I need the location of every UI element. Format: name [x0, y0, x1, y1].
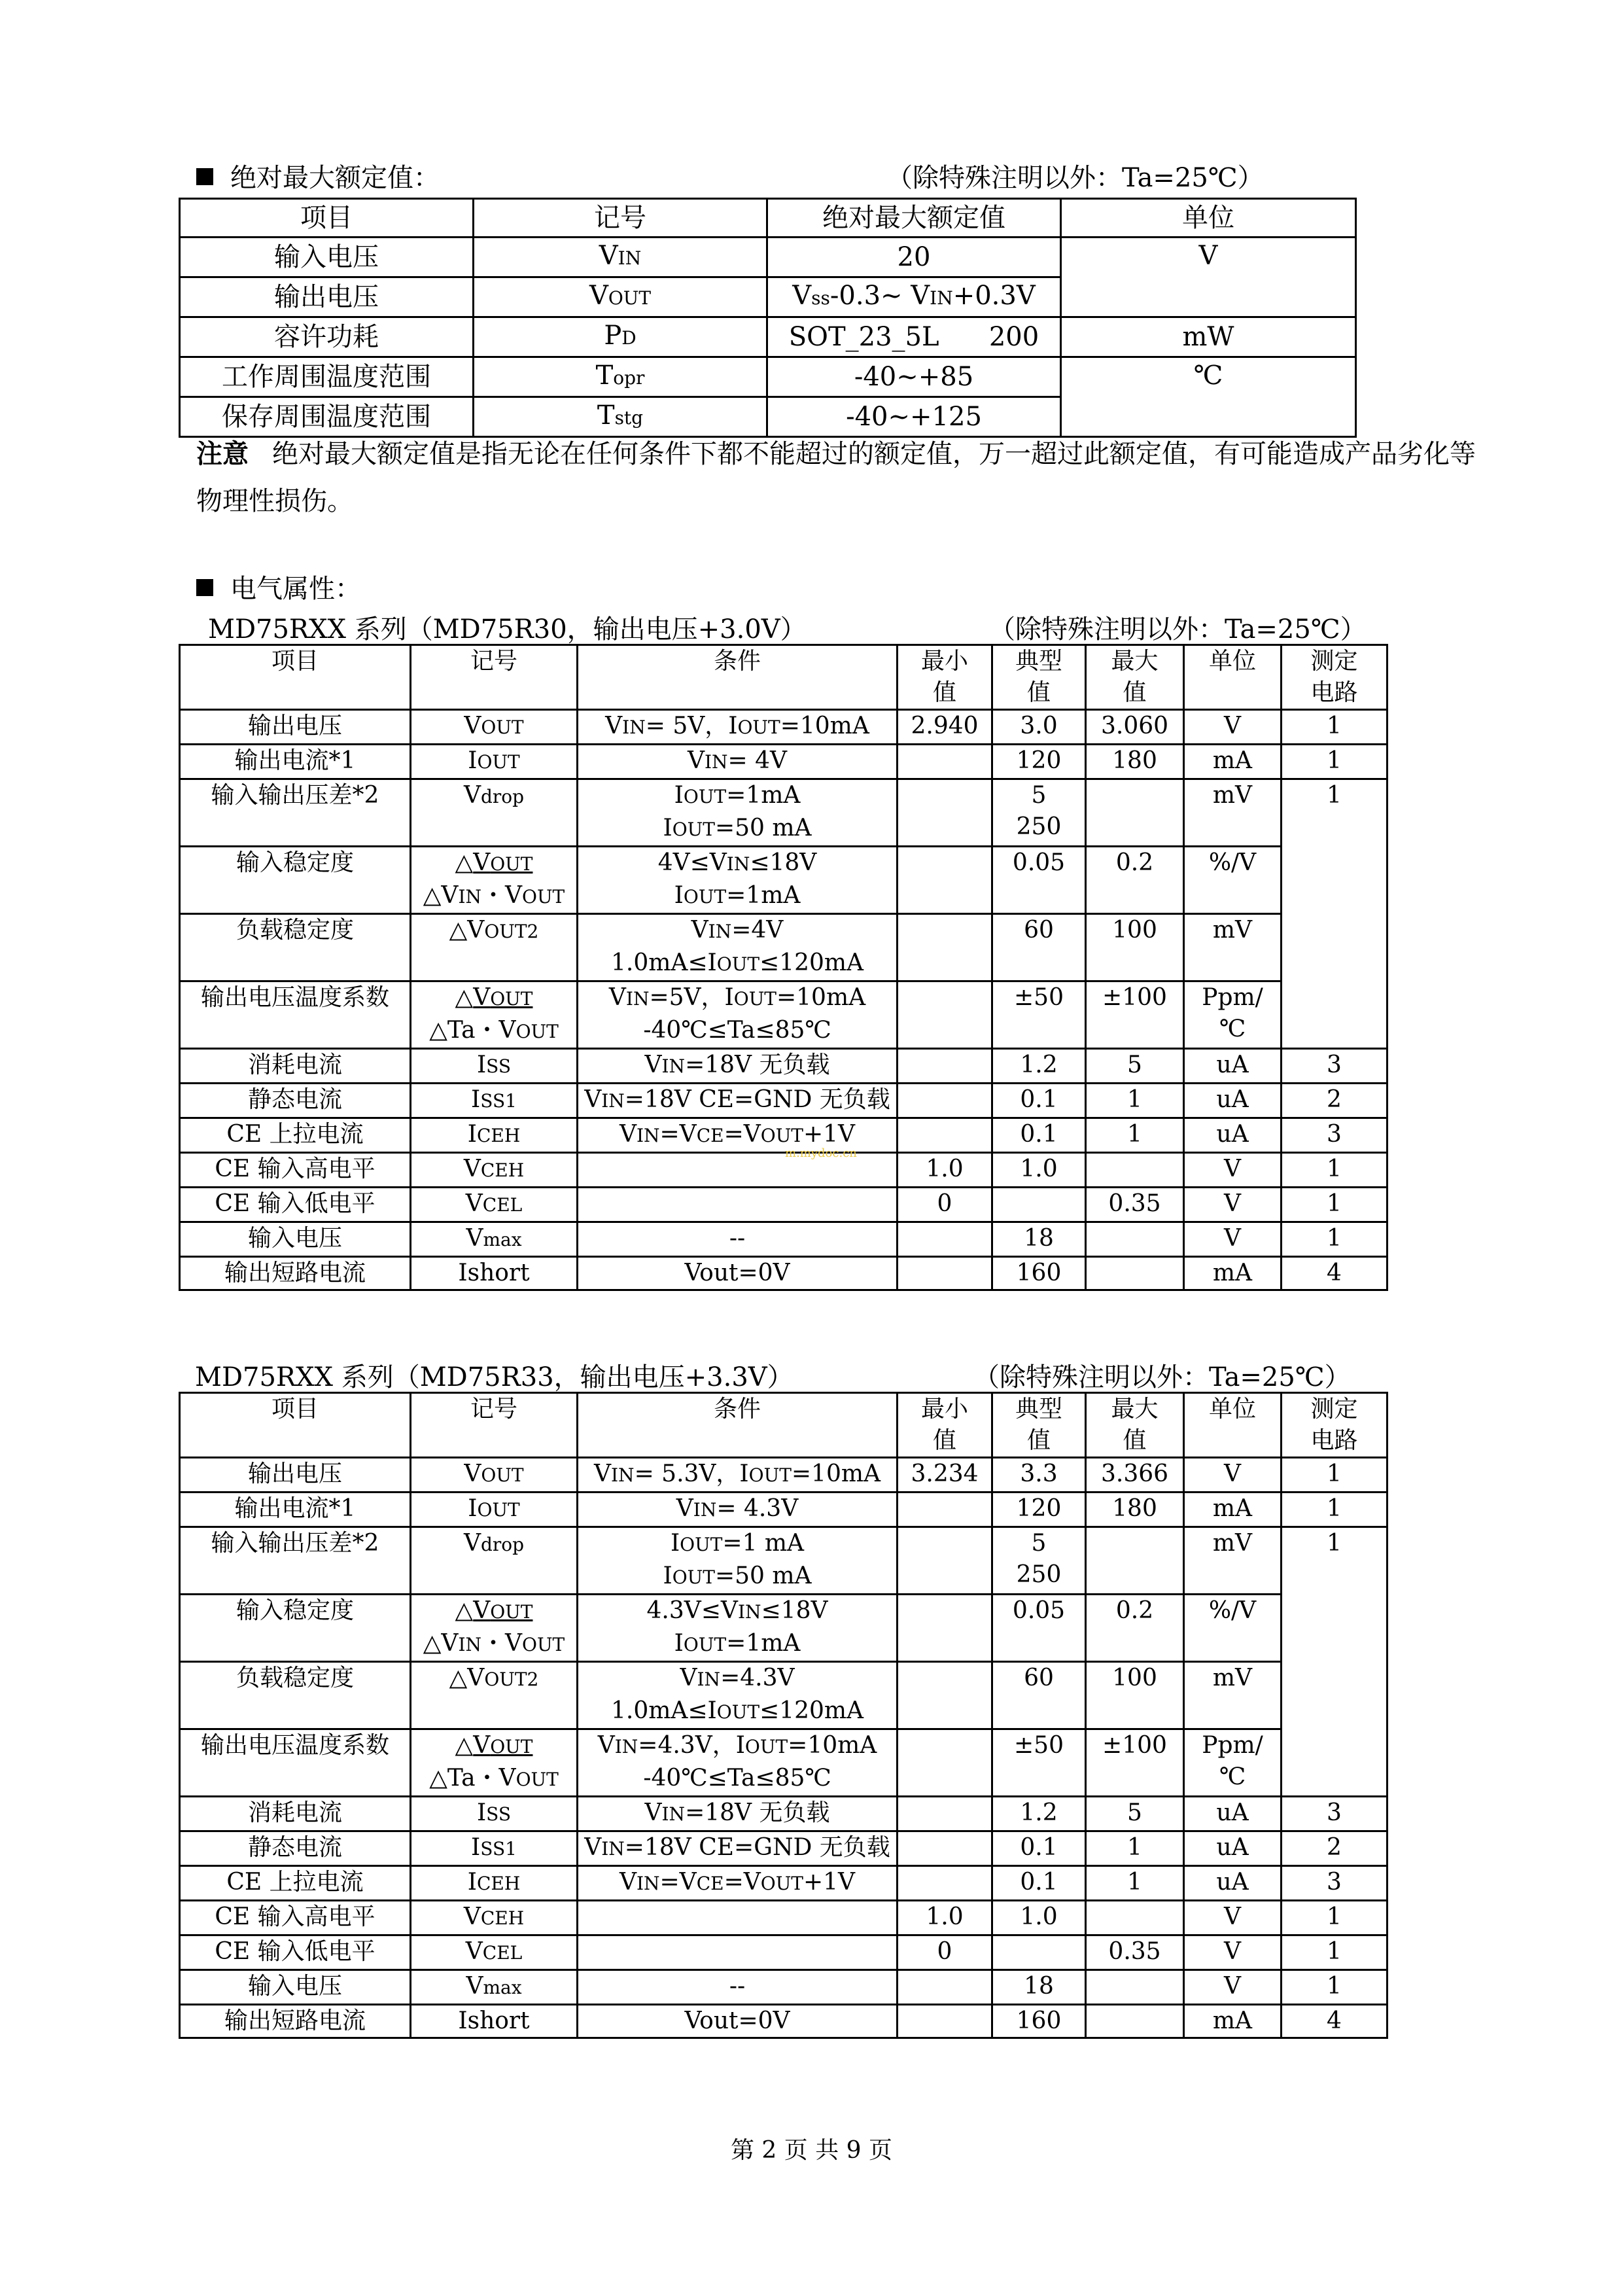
abs-max-condition: （除特殊注明以外：Ta=25℃） [886, 163, 1264, 193]
header-cell: 绝对最大额定值 [767, 199, 1061, 238]
condition-cell [578, 1901, 898, 1935]
max-cell: 0.2 [1086, 1595, 1184, 1662]
symbol-cell: VCEH [411, 1901, 578, 1935]
max-cell [1086, 1970, 1184, 2005]
item-cell: 输出电压 [180, 710, 411, 745]
header-cell: 记号 [411, 1393, 578, 1458]
min-cell [898, 1084, 992, 1118]
max-cell: ±100 [1086, 1729, 1184, 1797]
abs-max-table [179, 198, 1357, 438]
unit-cell: mW [1061, 317, 1356, 357]
circuit-cell: 1 [1282, 1153, 1387, 1188]
symbol-cell: ICEH [411, 1118, 578, 1153]
typ-cell: 160 [992, 1257, 1086, 1290]
max-cell: 5 [1086, 1797, 1184, 1831]
circuit-cell: 2 [1282, 1831, 1387, 1866]
circuit-cell: 1 [1282, 1970, 1387, 2005]
bullet-square-icon [196, 579, 213, 596]
abs-max-note: 注意 绝对最大额定值是指无论在任何条件下都不能超过的额定值，万一超过此额定值，有可能造成产品劣化等物理性损伤。 [196, 438, 1476, 516]
item-cell: 输出短路电流 [180, 1257, 411, 1290]
circuit-cell: 1 [1282, 1222, 1387, 1257]
symbol-cell: Vmax [411, 1222, 578, 1257]
condition-cell: VIN=5V，IOUT=10mA -40℃≤Ta≤85℃ [578, 981, 898, 1049]
circuit-cell: 1 [1282, 1188, 1387, 1222]
min-cell: 3.234 [898, 1458, 992, 1492]
unit-cell: V [1061, 238, 1356, 317]
condition-cell: VIN=18V CE=GND 无负载 [578, 1831, 898, 1866]
typ-cell [992, 1935, 1086, 1970]
table-header-row [180, 1393, 1387, 1458]
table-row [180, 1729, 1387, 1797]
item-cell: 输入输出压差*2 [180, 779, 411, 847]
table-row [180, 847, 1387, 914]
condition-cell: VIN=4.3V，IOUT=10mA -40℃≤Ta≤85℃ [578, 1729, 898, 1797]
max-cell: 180 [1086, 1492, 1184, 1527]
symbol-cell: VOUT [474, 277, 767, 317]
watermark: m.mydoc.cn [785, 1146, 857, 1160]
unit-cell: mV [1184, 1662, 1282, 1729]
unit-cell: V [1184, 1222, 1282, 1257]
circuit-cell: 1 [1282, 745, 1387, 779]
max-cell [1086, 1257, 1184, 1290]
table-row [180, 1153, 1387, 1188]
table-row [180, 1797, 1387, 1831]
circuit-cell: 1 [1282, 1458, 1387, 1492]
unit-cell: uA [1184, 1049, 1282, 1084]
typ-cell: ±50 [992, 1729, 1086, 1797]
table-row [180, 745, 1387, 779]
symbol-cell: ISS1 [411, 1831, 578, 1866]
unit-cell: mA [1184, 1492, 1282, 1527]
typ-cell: 5 250 [992, 1527, 1086, 1595]
circuit-cell: 1 [1282, 1527, 1387, 1797]
table-row [180, 1118, 1387, 1153]
circuit-cell: 4 [1282, 2005, 1387, 2038]
unit-cell: %/V [1184, 847, 1282, 914]
circuit-cell: 3 [1282, 1118, 1387, 1153]
table-row [180, 1257, 1387, 1290]
symbol-cell: Tstg [474, 397, 767, 437]
header-cell: 单位 [1184, 645, 1282, 710]
min-cell [898, 1970, 992, 2005]
table-row [180, 1662, 1387, 1729]
header-cell: 最大 值 [1086, 645, 1184, 710]
item-cell: 输出短路电流 [180, 2005, 411, 2038]
symbol-cell: VCEH [411, 1153, 578, 1188]
item-cell: 负载稳定度 [180, 914, 411, 981]
condition-cell: Vout=0V [578, 2005, 898, 2038]
unit-cell: ℃ [1061, 357, 1356, 437]
item-cell: 输入稳定度 [180, 847, 411, 914]
typ-cell: 0.1 [992, 1084, 1086, 1118]
bullet-square-icon [196, 168, 213, 185]
condition-cell: VIN=4V 1.0mA≤IOUT≤120mA [578, 914, 898, 981]
max-cell: 0.35 [1086, 1188, 1184, 1222]
table-row [180, 914, 1387, 981]
item-cell: 静态电流 [180, 1831, 411, 1866]
item-cell: CE 上拉电流 [180, 1866, 411, 1901]
max-cell: 1 [1086, 1118, 1184, 1153]
symbol-cell: VCEL [411, 1188, 578, 1222]
unit-cell: mA [1184, 745, 1282, 779]
item-cell: 消耗电流 [180, 1049, 411, 1084]
header-cell: 典型 值 [992, 1393, 1086, 1458]
circuit-cell: 3 [1282, 1049, 1387, 1084]
item-cell: 输入稳定度 [180, 1595, 411, 1662]
unit-cell: Ppm/ ℃ [1184, 1729, 1282, 1797]
symbol-cell: Vdrop [411, 779, 578, 847]
symbol-cell: ISS1 [411, 1084, 578, 1118]
table-row [180, 1527, 1387, 1595]
max-cell: 100 [1086, 914, 1184, 981]
circuit-cell: 1 [1282, 1935, 1387, 1970]
min-cell [898, 1831, 992, 1866]
max-cell: 5 [1086, 1049, 1184, 1084]
table-r33-condition: （除特殊注明以外：Ta=25℃） [973, 1362, 1351, 1392]
condition-cell: VIN=18V CE=GND 无负载 [578, 1084, 898, 1118]
min-cell [898, 1049, 992, 1084]
circuit-cell: 1 [1282, 779, 1387, 1049]
symbol-cell: ISS [411, 1797, 578, 1831]
condition-cell: VIN= 4.3V [578, 1492, 898, 1527]
symbol-cell: △VOUT △VIN・VOUT [411, 1595, 578, 1662]
unit-cell: mV [1184, 914, 1282, 981]
condition-cell: -- [578, 1222, 898, 1257]
header-cell: 单位 [1061, 199, 1356, 238]
typ-cell: 0.1 [992, 1118, 1086, 1153]
table-row: 容许功耗 PD SOT_23_5L 200 mW [180, 317, 1356, 357]
item-cell: CE 输入高电平 [180, 1901, 411, 1935]
abs-max-heading: 绝对最大额定值： [196, 157, 440, 194]
circuit-cell: 1 [1282, 1492, 1387, 1527]
typ-cell: 1.0 [992, 1153, 1086, 1188]
max-cell: ±100 [1086, 981, 1184, 1049]
unit-cell: V [1184, 1970, 1282, 2005]
min-cell [898, 914, 992, 981]
header-cell: 条件 [578, 645, 898, 710]
table-row [180, 1970, 1387, 2005]
table-row [180, 1595, 1387, 1662]
condition-cell: VIN=18V 无负载 [578, 1049, 898, 1084]
circuit-cell: 3 [1282, 1866, 1387, 1901]
circuit-cell: 1 [1282, 710, 1387, 745]
table-row [180, 1084, 1387, 1118]
header-cell: 测定 电路 [1282, 1393, 1387, 1458]
max-cell [1086, 2005, 1184, 2038]
header-cell: 项目 [180, 645, 411, 710]
min-cell [898, 1797, 992, 1831]
min-cell [898, 1118, 992, 1153]
typ-cell: 0.1 [992, 1866, 1086, 1901]
max-cell [1086, 1153, 1184, 1188]
symbol-cell: Topr [474, 357, 767, 397]
min-cell: 1.0 [898, 1153, 992, 1188]
item-cell: CE 输入低电平 [180, 1935, 411, 1970]
table-r30-caption: MD75RXX 系列（MD75R30，输出电压+3.0V） [208, 614, 807, 645]
condition-cell: VIN=VCE=VOUT+1V [578, 1118, 898, 1153]
header-cell: 最大 值 [1086, 1393, 1184, 1458]
header-cell: 典型 值 [992, 645, 1086, 710]
table-row: 保存周围温度范围 Tstg -40~+125 [180, 397, 1356, 437]
item-cell: CE 输入高电平 [180, 1153, 411, 1188]
item-cell: 消耗电流 [180, 1797, 411, 1831]
item-cell: 输入电压 [180, 1970, 411, 2005]
item-cell: 输入输出压差*2 [180, 1527, 411, 1595]
table-row [180, 981, 1387, 1049]
condition-cell: Vout=0V [578, 1257, 898, 1290]
max-cell: 180 [1086, 745, 1184, 779]
condition-cell: VIN=4.3V 1.0mA≤IOUT≤120mA [578, 1662, 898, 1729]
header-cell: 测定 电路 [1282, 645, 1387, 710]
min-cell [898, 847, 992, 914]
table-row [180, 1458, 1387, 1492]
symbol-cell: △VOUT △Ta・VOUT [411, 1729, 578, 1797]
unit-cell: V [1184, 1935, 1282, 1970]
circuit-cell: 3 [1282, 1797, 1387, 1831]
condition-cell: IOUT=1 mA IOUT=50 mA [578, 1527, 898, 1595]
symbol-cell: IOUT [411, 745, 578, 779]
min-cell [898, 1257, 992, 1290]
item-cell: 输出电压温度系数 [180, 981, 411, 1049]
electrical-table-r33 [179, 1392, 1388, 2039]
typ-cell: 3.0 [992, 710, 1086, 745]
max-cell [1086, 1222, 1184, 1257]
item-cell: CE 输入低电平 [180, 1188, 411, 1222]
condition-cell: VIN= 5V，IOUT=10mA [578, 710, 898, 745]
typ-cell: 1.2 [992, 1049, 1086, 1084]
item-cell: 输入电压 [180, 1222, 411, 1257]
typ-cell: 18 [992, 1222, 1086, 1257]
symbol-cell: Vdrop [411, 1527, 578, 1595]
circuit-cell: 4 [1282, 1257, 1387, 1290]
symbol-cell: △VOUT2 [411, 1662, 578, 1729]
item-cell: 输出电流*1 [180, 745, 411, 779]
max-cell: 3.366 [1086, 1458, 1184, 1492]
unit-cell: mV [1184, 1527, 1282, 1595]
typ-cell: 1.0 [992, 1901, 1086, 1935]
header-cell: 项目 [180, 1393, 411, 1458]
symbol-cell: VOUT [411, 710, 578, 745]
min-cell [898, 2005, 992, 2038]
table-row [180, 1901, 1387, 1935]
typ-cell: ±50 [992, 981, 1086, 1049]
typ-cell: 120 [992, 1492, 1086, 1527]
min-cell [898, 779, 992, 847]
max-cell: 1 [1086, 1831, 1184, 1866]
min-cell [898, 1729, 992, 1797]
item-cell: CE 上拉电流 [180, 1118, 411, 1153]
item-cell: 静态电流 [180, 1084, 411, 1118]
electrical-heading: 电气属性： [196, 568, 361, 605]
condition-cell: VIN=VCE=VOUT+1V [578, 1866, 898, 1901]
max-cell: 1 [1086, 1084, 1184, 1118]
condition-cell: IOUT=1mA IOUT=50 mA [578, 779, 898, 847]
unit-cell: %/V [1184, 1595, 1282, 1662]
table-row [180, 1049, 1387, 1084]
condition-cell [578, 1935, 898, 1970]
typ-cell [992, 1188, 1086, 1222]
min-cell: 0 [898, 1935, 992, 1970]
header-cell: 记号 [411, 645, 578, 710]
condition-cell: VIN= 4V [578, 745, 898, 779]
max-cell: 1 [1086, 1866, 1184, 1901]
item-cell: 输出电压 [180, 1458, 411, 1492]
max-cell [1086, 779, 1184, 847]
symbol-cell: △VOUT △VIN・VOUT [411, 847, 578, 914]
table-row [180, 1188, 1387, 1222]
value-cell: Vss-0.3~ VIN+0.3V [767, 277, 1061, 317]
typ-cell: 3.3 [992, 1458, 1086, 1492]
unit-cell: uA [1184, 1797, 1282, 1831]
typ-cell: 18 [992, 1970, 1086, 2005]
symbol-cell: △VOUT2 [411, 914, 578, 981]
header-cell: 最小 值 [898, 1393, 992, 1458]
table-row [180, 1831, 1387, 1866]
table-row: 输出电压 VOUT Vss-0.3~ VIN+0.3V [180, 277, 1356, 317]
typ-cell: 60 [992, 914, 1086, 981]
circuit-cell: 2 [1282, 1084, 1387, 1118]
symbol-cell: VCEL [411, 1935, 578, 1970]
min-cell [898, 1527, 992, 1595]
max-cell [1086, 1901, 1184, 1935]
unit-cell: uA [1184, 1118, 1282, 1153]
condition-cell: VIN=18V 无负载 [578, 1797, 898, 1831]
min-cell [898, 1595, 992, 1662]
min-cell: 1.0 [898, 1901, 992, 1935]
header-cell: 最小 值 [898, 645, 992, 710]
header-cell: 条件 [578, 1393, 898, 1458]
symbol-cell: Vmax [411, 1970, 578, 2005]
unit-cell: uA [1184, 1831, 1282, 1866]
table-row [180, 1222, 1387, 1257]
typ-cell: 0.05 [992, 847, 1086, 914]
table-row: 输入电压 VIN 20 V [180, 238, 1356, 277]
table-row: 工作周围温度范围 Topr -40~+85 ℃ [180, 357, 1356, 397]
typ-cell: 120 [992, 745, 1086, 779]
item-cell: 输出电流*1 [180, 1492, 411, 1527]
max-cell: 0.2 [1086, 847, 1184, 914]
electrical-table-r30 [179, 644, 1388, 1291]
table-r33-caption: MD75RXX 系列（MD75R33，输出电压+3.3V） [195, 1362, 794, 1392]
min-cell [898, 1222, 992, 1257]
typ-cell: 60 [992, 1662, 1086, 1729]
unit-cell: uA [1184, 1866, 1282, 1901]
typ-cell: 160 [992, 2005, 1086, 2038]
min-cell [898, 1492, 992, 1527]
table-row [180, 1935, 1387, 1970]
header-cell: 记号 [474, 199, 767, 238]
unit-cell: uA [1184, 1084, 1282, 1118]
condition-cell: -- [578, 1970, 898, 2005]
symbol-cell: ICEH [411, 1866, 578, 1901]
max-cell [1086, 1527, 1184, 1595]
circuit-cell: 1 [1282, 1901, 1387, 1935]
min-cell [898, 981, 992, 1049]
condition-cell [578, 1188, 898, 1222]
header-cell: 项目 [180, 199, 474, 238]
unit-cell: V [1184, 1458, 1282, 1492]
min-cell: 0 [898, 1188, 992, 1222]
symbol-cell: IOUT [411, 1492, 578, 1527]
unit-cell: V [1184, 1901, 1282, 1935]
condition-cell: 4.3V≤VIN≤18V IOUT=1mA [578, 1595, 898, 1662]
symbol-cell: VOUT [411, 1458, 578, 1492]
typ-cell: 0.05 [992, 1595, 1086, 1662]
max-cell: 100 [1086, 1662, 1184, 1729]
table-row [180, 1492, 1387, 1527]
min-cell [898, 1866, 992, 1901]
unit-cell: mA [1184, 2005, 1282, 2038]
page-footer: 第 2 页 共 9 页 [730, 2137, 893, 2164]
table-header-row [180, 199, 1356, 238]
item-cell: 输出电压温度系数 [180, 1729, 411, 1797]
typ-cell: 1.2 [992, 1797, 1086, 1831]
typ-cell: 5 250 [992, 779, 1086, 847]
table-row [180, 779, 1387, 847]
table-r30-condition: （除特殊注明以外：Ta=25℃） [989, 614, 1367, 645]
unit-cell: V [1184, 710, 1282, 745]
symbol-cell: VIN [474, 238, 767, 277]
header-cell: 单位 [1184, 1393, 1282, 1458]
symbol-cell: △VOUT △Ta・VOUT [411, 981, 578, 1049]
max-cell: 0.35 [1086, 1935, 1184, 1970]
symbol-cell: PD [474, 317, 767, 357]
symbol-cell: ISS [411, 1049, 578, 1084]
max-cell: 3.060 [1086, 710, 1184, 745]
unit-cell: Ppm/ ℃ [1184, 981, 1282, 1049]
min-cell: 2.940 [898, 710, 992, 745]
table-row [180, 2005, 1387, 2038]
table-row [180, 710, 1387, 745]
symbol-cell: Ishort [411, 1257, 578, 1290]
unit-cell: V [1184, 1188, 1282, 1222]
item-cell: 负载稳定度 [180, 1662, 411, 1729]
min-cell [898, 745, 992, 779]
min-cell [898, 1662, 992, 1729]
table-header-row [180, 645, 1387, 710]
table-row [180, 1866, 1387, 1901]
symbol-cell: Ishort [411, 2005, 578, 2038]
condition-cell: 4V≤VIN≤18V IOUT=1mA [578, 847, 898, 914]
condition-cell: VIN= 5.3V，IOUT=10mA [578, 1458, 898, 1492]
typ-cell: 0.1 [992, 1831, 1086, 1866]
unit-cell: mV [1184, 779, 1282, 847]
unit-cell: V [1184, 1153, 1282, 1188]
unit-cell: mA [1184, 1257, 1282, 1290]
